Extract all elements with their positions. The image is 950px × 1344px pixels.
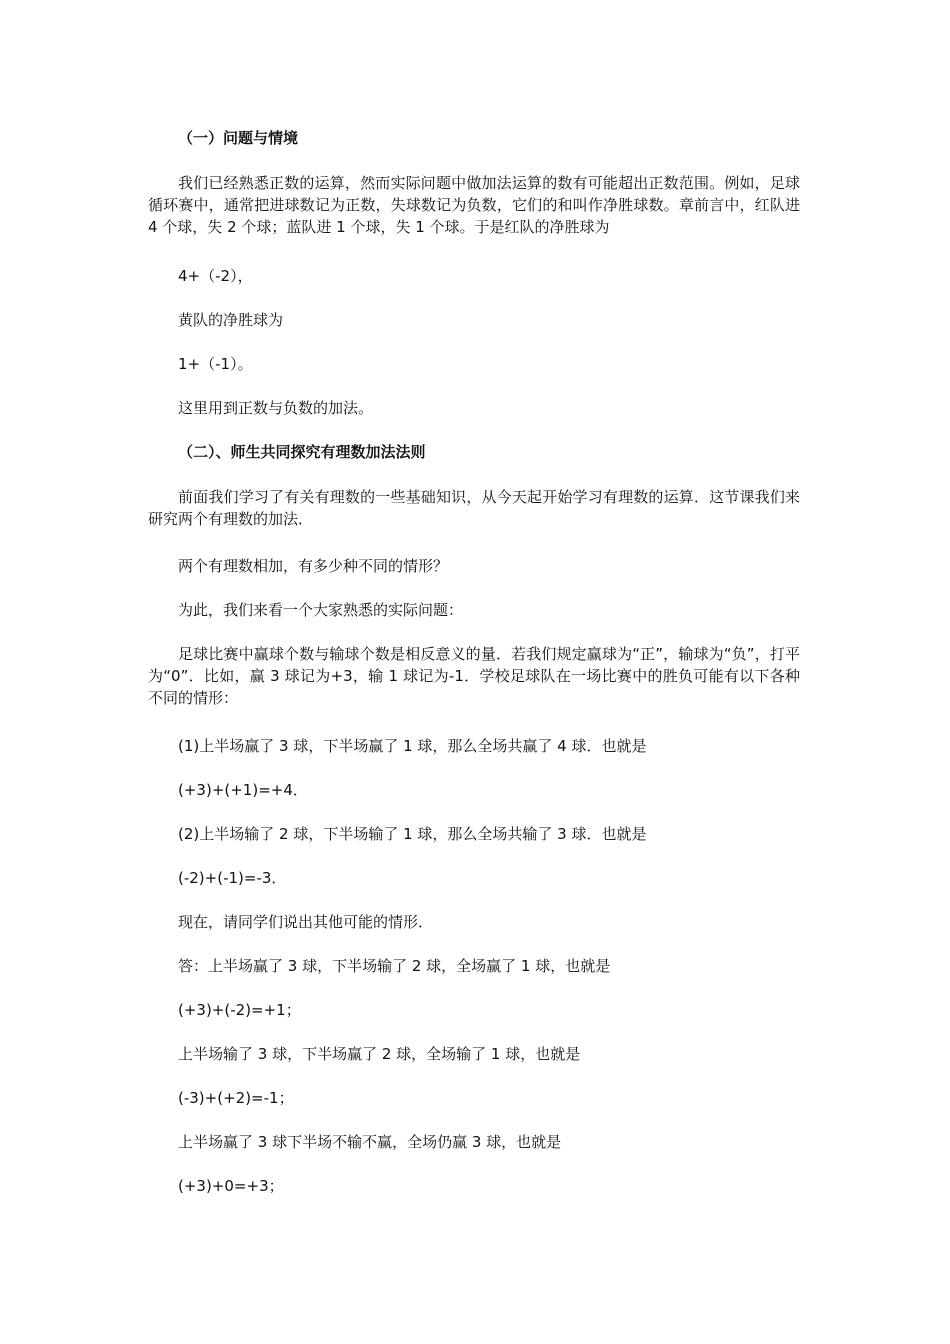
paragraph-football-rules: 足球比赛中赢球个数与输球个数是相反意义的量．若我们规定赢球为“正”，输球为“负”，打平为“0”．比如，赢 3 球记为+3，输 1 球记为-1．学校足球队在一场比赛中的胜负可能有以下各种不同的情形： (148, 645, 800, 707)
case-2-text: (2)上半场输了 2 球，下半场输了 1 球，那么全场共输了 3 球．也就是 (178, 825, 647, 843)
answer-3-expression: (+3)+0=+3； (178, 1177, 284, 1195)
section-heading-1: （一）问题与情境 (178, 129, 299, 147)
paragraph-yellow-team: 黄队的净胜球为 (178, 311, 284, 329)
paragraph-example-intro: 为此，我们来看一个大家熟悉的实际问题： (178, 601, 464, 619)
paragraph-question: 两个有理数相加，有多少种不同的情形？ (178, 557, 449, 575)
case-2-expression: (-2)+(-1)=-3． (178, 869, 287, 887)
paragraph-intro: 我们已经熟悉正数的运算，然而实际问题中做加法运算的数有可能超出正数范围。例如，足球循环赛中，通常把进球数记为正数，失球数记为负数，它们的和叫作净胜球数。章前言中，红队进 4 个球，失 2 个球；蓝队进 1 个球，失 1 个球。于是红队的净胜球为 (148, 174, 800, 236)
expression-red-team: 4+（-2）， (178, 267, 253, 285)
answer-1-text: 答：上半场赢了 3 球，下半场输了 2 球，全场赢了 1 球，也就是 (178, 957, 611, 975)
paragraph-intro-2: 前面我们学习了有关有理数的一些基础知识，从今天起开始学习有理数的运算．这节课我们来研究两个有理数的加法． (148, 488, 800, 528)
case-1-text: (1)上半场赢了 3 球，下半场赢了 1 球，那么全场共赢了 4 球．也就是 (178, 737, 647, 755)
paragraph-prompt: 现在，请同学们说出其他可能的情形． (178, 913, 434, 931)
answer-1-expression: (+3)+(-2)=+1； (178, 1001, 301, 1019)
case-1-expression: (+3)+(+1)=+4． (178, 781, 308, 799)
paragraph-addition-note: 这里用到正数与负数的加法。 (178, 399, 374, 417)
answer-2-text: 上半场输了 3 球，下半场赢了 2 球，全场输了 1 球，也就是 (178, 1045, 581, 1063)
answer-3-text: 上半场赢了 3 球下半场不输不赢，全场仍赢 3 球，也就是 (178, 1133, 562, 1151)
expression-yellow-team: 1+（-1）。 (178, 355, 253, 373)
answer-2-expression: (-3)+(+2)=-1； (178, 1089, 294, 1107)
section-heading-2: （二）、师生共同探究有理数加法法则 (178, 443, 426, 461)
